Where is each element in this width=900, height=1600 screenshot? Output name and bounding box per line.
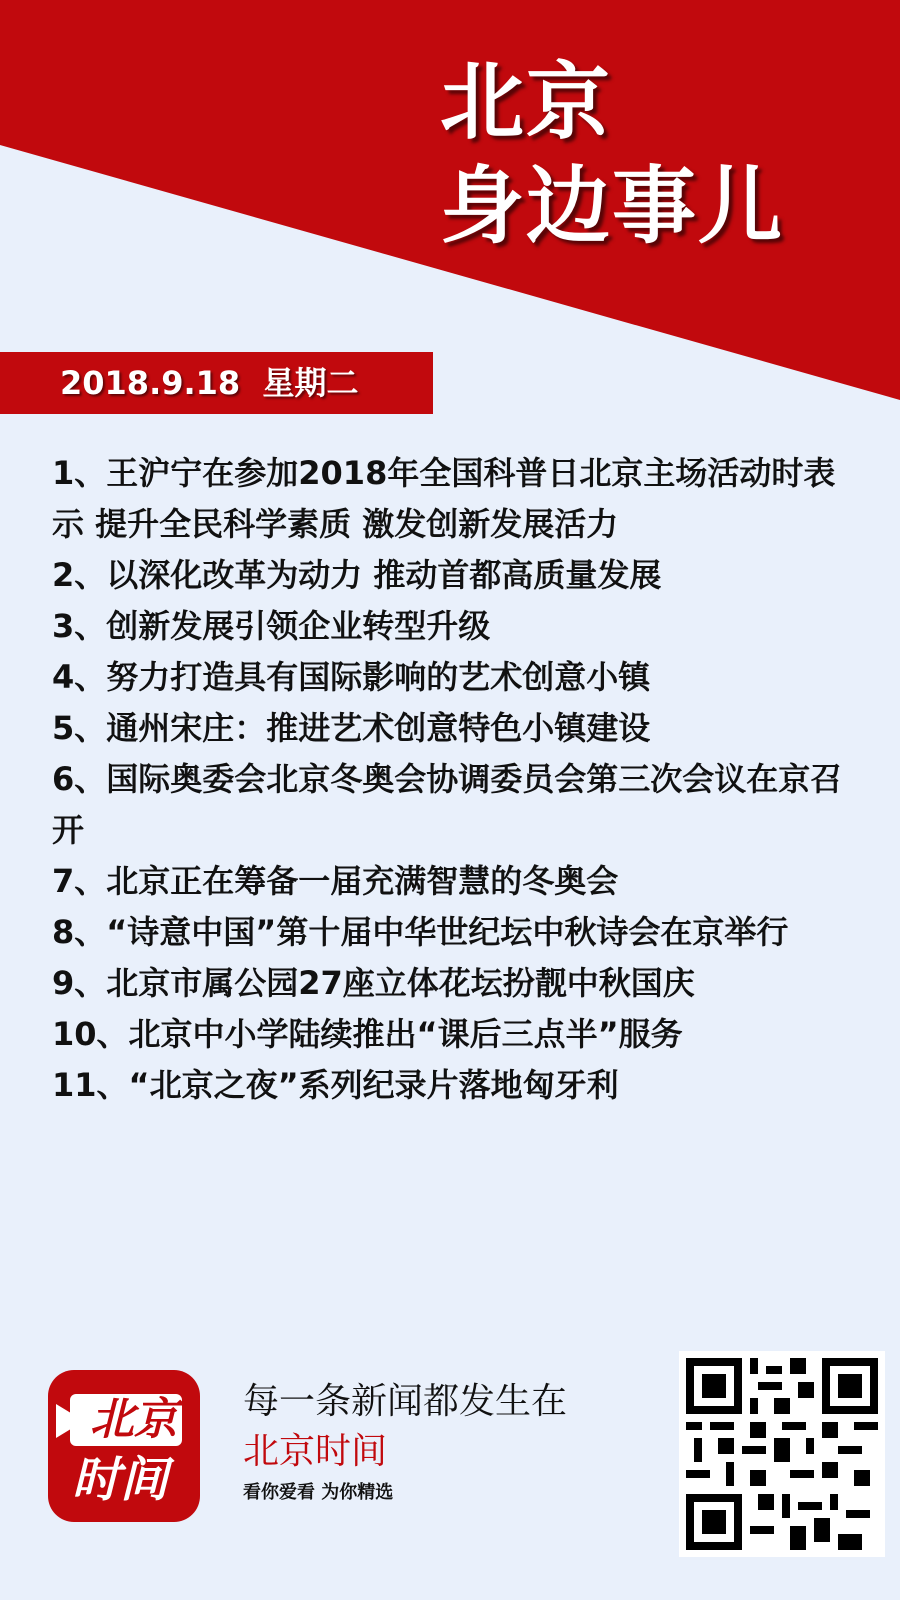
- slogan-line-1: 每一条新闻都发生在: [243, 1381, 568, 1422]
- news-item[interactable]: 5、通州宋庄：推进艺术创意特色小镇建设: [52, 709, 651, 747]
- page-title: [440, 50, 784, 258]
- logo-line-2: 时间: [72, 1452, 169, 1508]
- news-item[interactable]: 6、国际奥委会北京冬奥会协调委员会第三次会议在京召开: [52, 760, 843, 849]
- logo-line-1: 北京: [70, 1394, 182, 1446]
- slogan: [243, 1378, 567, 1508]
- app-logo[interactable]: [48, 1370, 200, 1522]
- news-item[interactable]: 11、“北京之夜”系列纪录片落地匈牙利: [52, 1066, 619, 1104]
- news-item[interactable]: 3、创新发展引领企业转型升级: [52, 607, 491, 645]
- news-item[interactable]: 9、北京市属公园27座立体花坛扮靓中秋国庆: [52, 964, 695, 1002]
- qr-code-icon[interactable]: [679, 1351, 885, 1557]
- slogan-tagline: 看你爱看 为你精选: [243, 1482, 394, 1503]
- news-list: [52, 448, 862, 1111]
- title-line-1: 北京: [440, 53, 613, 151]
- slogan-brand: 北京时间: [243, 1431, 388, 1472]
- date-bar: [0, 352, 433, 414]
- news-item[interactable]: 4、努力打造具有国际影响的艺术创意小镇: [52, 658, 651, 696]
- news-item[interactable]: 1、王沪宁在参加2018年全国科普日北京主场活动时表示 提升全民科学素质 激发创新发展活力: [52, 454, 836, 543]
- title-line-2: 身边事儿: [440, 157, 785, 255]
- news-item[interactable]: 7、北京正在筹备一届充满智慧的冬奥会: [52, 862, 619, 900]
- news-item[interactable]: 2、以深化改革为动力 推动首都高质量发展: [52, 556, 662, 594]
- date-text: 2018.9.18 星期二: [60, 364, 359, 402]
- news-item[interactable]: 10、北京中小学陆续推出“课后三点半”服务: [52, 1015, 683, 1053]
- news-item[interactable]: 8、“诗意中国”第十届中华世纪坛中秋诗会在京举行: [52, 913, 789, 951]
- play-icon: [56, 1404, 84, 1438]
